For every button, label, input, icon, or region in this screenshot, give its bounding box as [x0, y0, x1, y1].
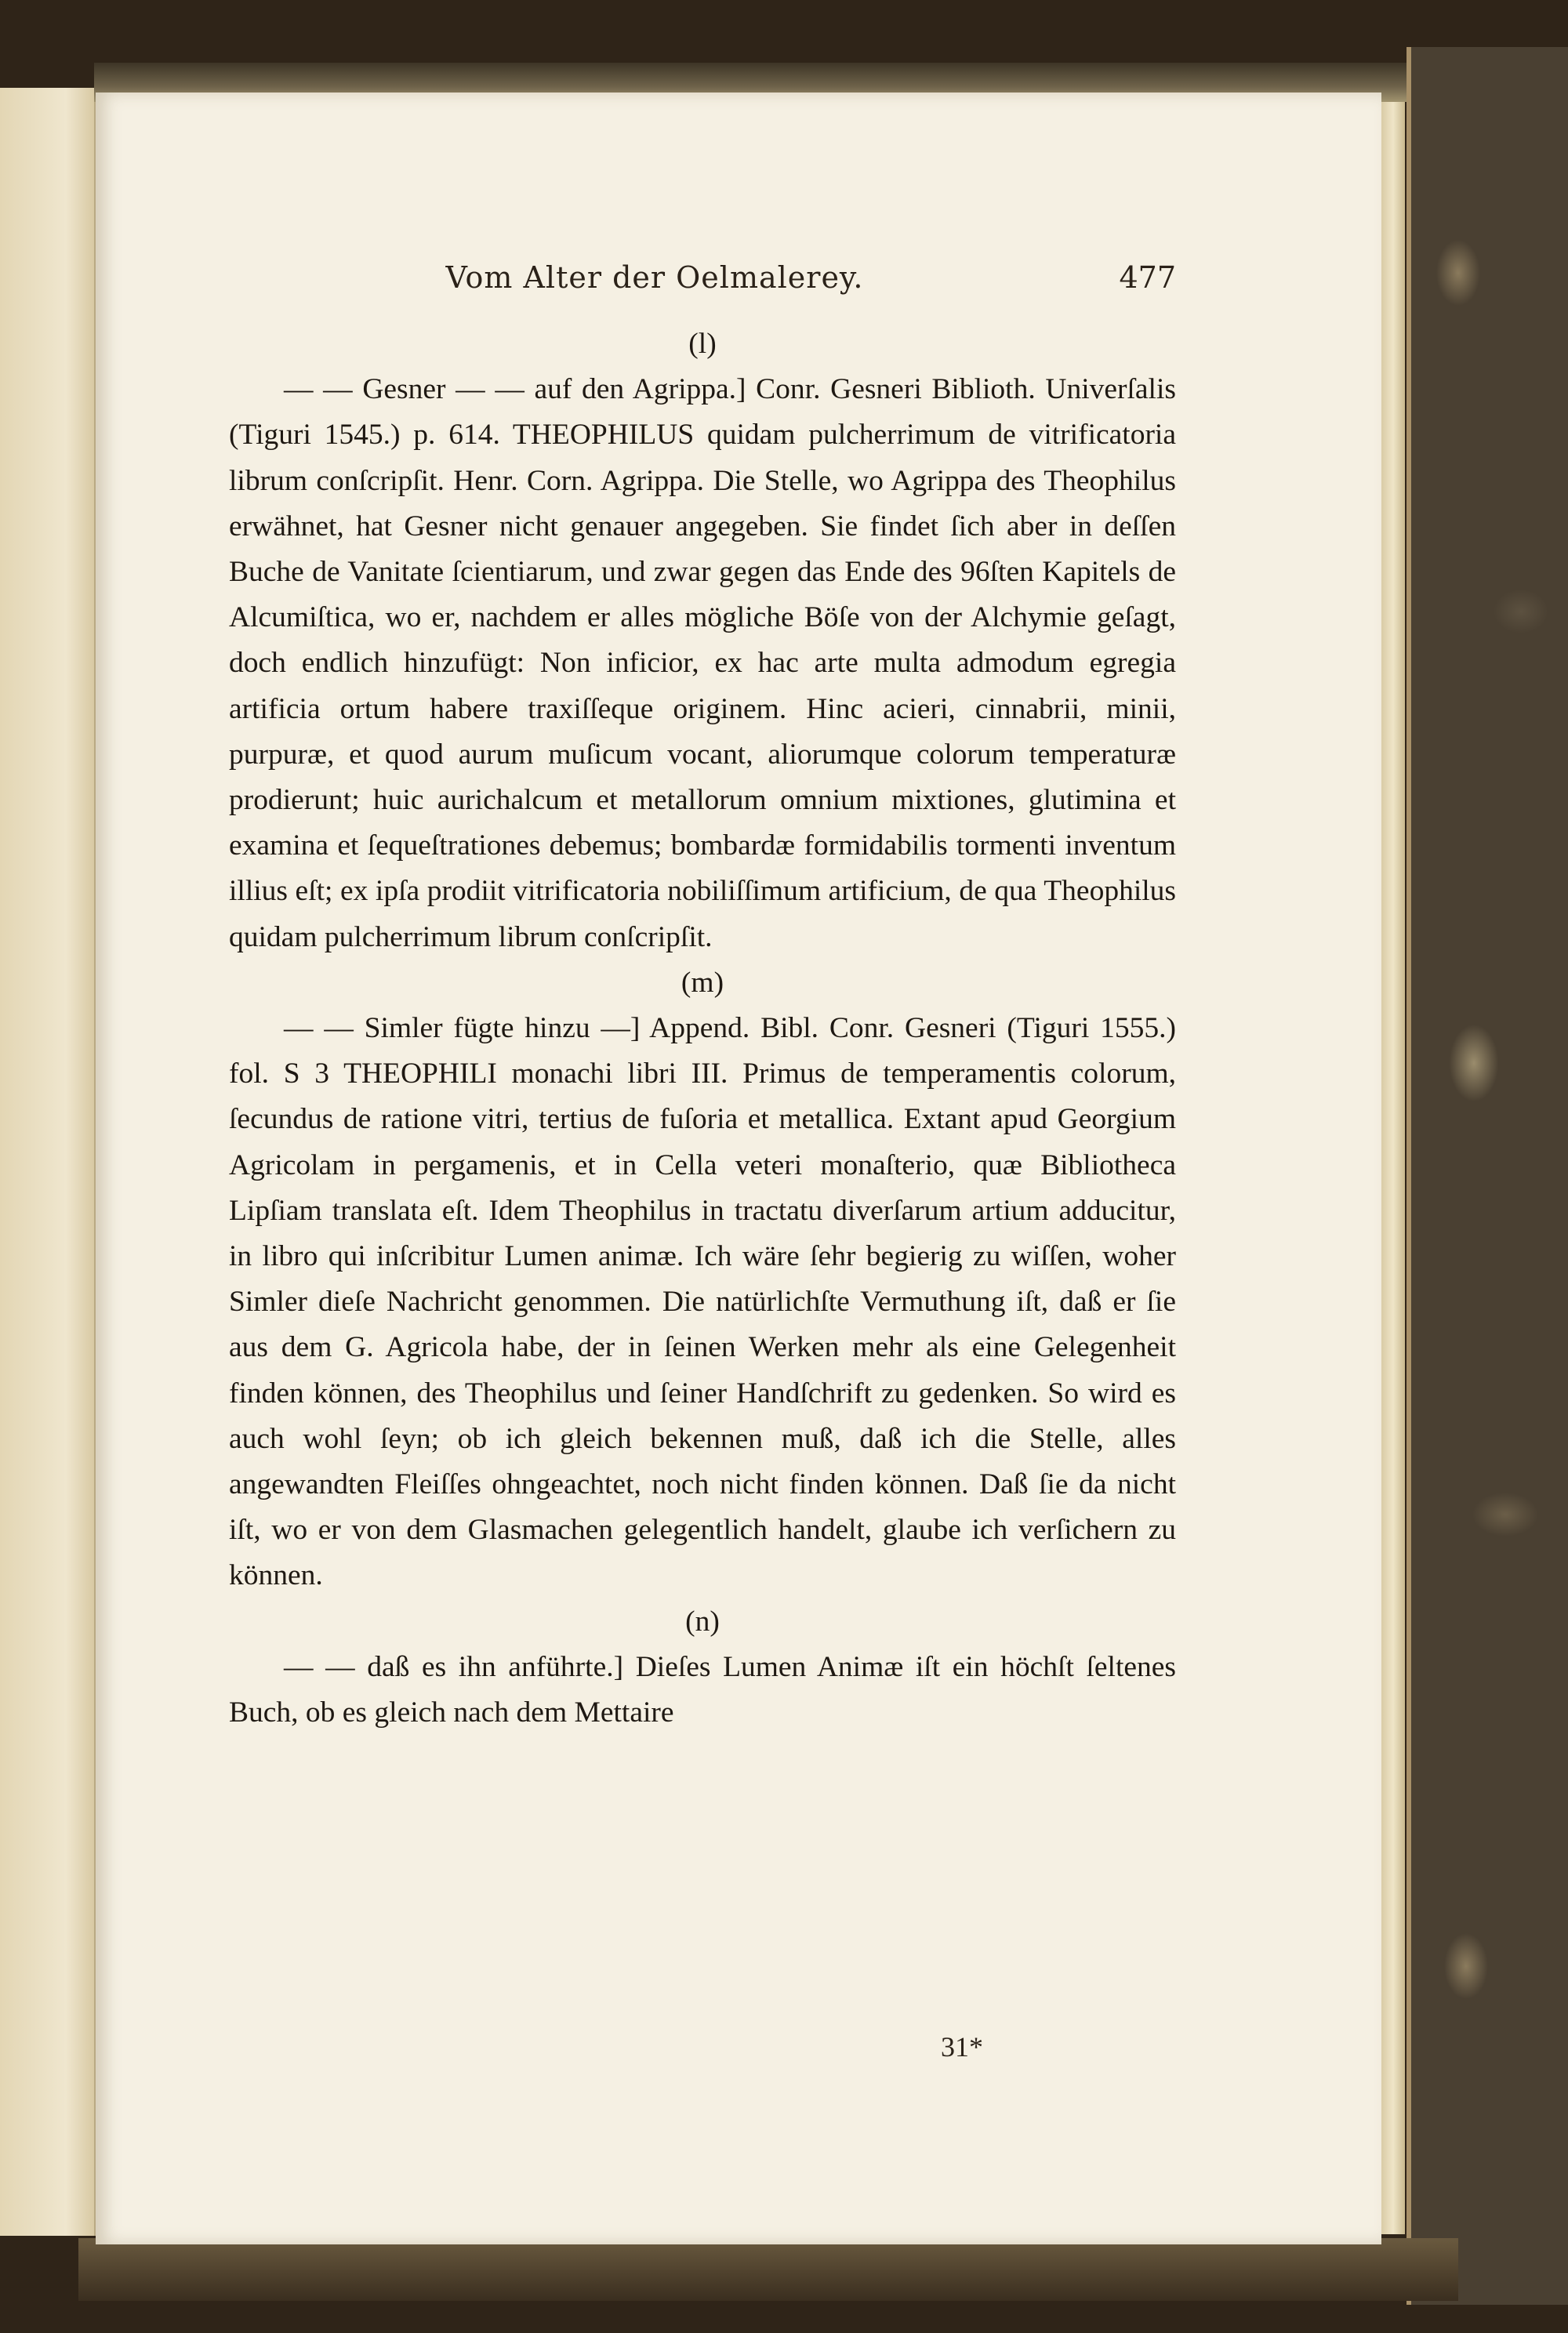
- note-n-text: — — daß es ihn anführte.] Dieſes Lumen Animæ iſt ein höchſt ſeltenes Buch, ob es gleich nach dem Mettaire: [229, 1650, 1176, 1729]
- signature-mark: 31*: [941, 2031, 983, 2063]
- marbled-cover-board: [1406, 47, 1568, 2305]
- note-marker-n: (n): [685, 1605, 720, 1638]
- running-head-title: Vom Alter der Oelmalerey.: [445, 260, 864, 295]
- previous-page-edge: [0, 88, 96, 2236]
- note-m-text: — — Simler fügte hinzu —] Append. Bibl. Conr. Gesneri (Tiguri 1555.) fol. S 3 THEOPHILI monachi libri III. Primus de temperamentis colorum, ſecundus de ratione vitri, tertius de fuſoria et metallica. Extant apud Georgium Agricolam in pergamenis, et in Cella veteri monaſterio, quæ Bibliotheca Lipſiam translata eſt. Idem Theophilus in tractatu diverſarum artium adducitur, in libro qui inſcribitur Lumen animæ. Ich wäre ſehr begierig zu wiſſen, woher Simler dieſe Nachricht genommen. Die natürlichſte Vermuthung iſt, daß er ſie aus dem G. Agricola habe, der in ſeinen Werken mehr als eine Gelegenheit finden können, des Theophilus und ſeiner Handſchrift zu gedenken. So wird es auch wohl ſeyn; ob ich gleich bekennen muß, daß ich die Stelle, alles angewandten Fleiſſes ohngeachtet, noch nicht finden können. Daß ſie da nicht iſt, wo er von dem Glasmachen gelegentlich handelt, glaube ich verſichern zu können.: [229, 1012, 1176, 1592]
- note-l-text: — — Gesner — — auf den Agrippa.] Conr. Gesneri Biblioth. Univerſalis (Tiguri 1545.) p. 614. THEOPHILUS quidam pulcherrimum de vitrificatoria librum conſcripſit. Henr. Corn. Agrippa. Die Stelle, wo Agrippa des Theophilus erwähnet, hat Gesner nicht genauer angegeben. Sie findet ſich aber in deſſen Buche de Vanitate ſcientiarum, und zwar gegen das Ende des 96ſten Kapitels de Alcumiſtica, wo er, nachdem er alles mögliche Böſe von der Alchymie geſagt, doch endlich hinzufügt: Non inficior, ex hac arte multa admodum egregia artificia ortum habere traxiſſeque originem. Hinc acieri, cinnabrii, minii, purpuræ, et quod aurum muſicum vocant, aliorumque colorum temperaturæ prodierunt; huic aurichalcum et metallorum omnium mixtiones, glutimina et examina et ſequeſtrationes debemus; bombardæ formidabilis tormenti inventum illius eſt; ex ipſa prodiit vitrificatoria nobiliſſimum artificium, de qua Theophilus quidam pulcherrimum librum conſcripſit.: [229, 373, 1176, 953]
- page-text: [229, 321, 1176, 1736]
- page-number: 477: [1119, 260, 1176, 295]
- book-bottom-edge: [78, 2238, 1458, 2301]
- page-stack-edge: [1381, 102, 1405, 2234]
- note-marker-l: (l): [688, 328, 717, 360]
- note-marker-m: (m): [681, 966, 724, 999]
